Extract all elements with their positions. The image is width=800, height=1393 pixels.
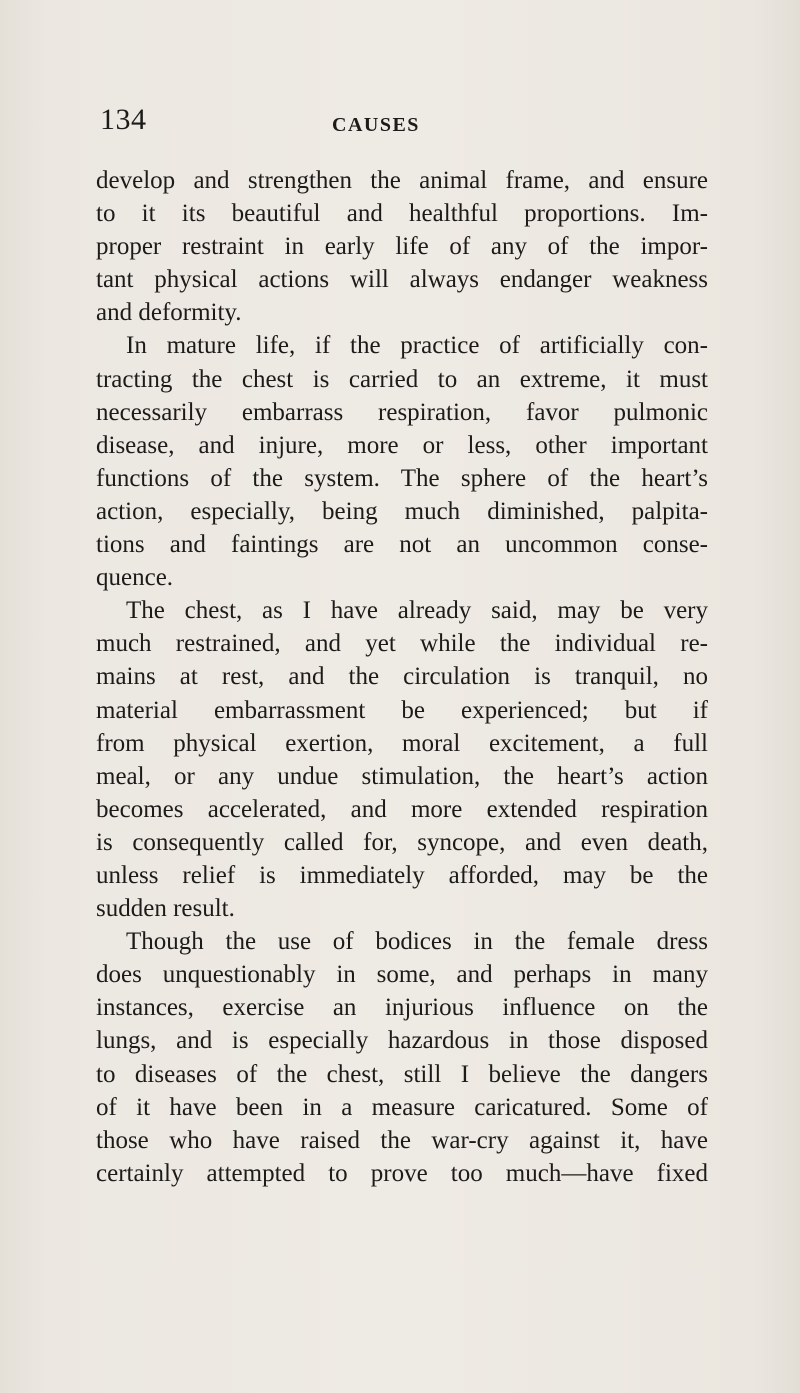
text-line: action, especially, being much diminished, palpita- xyxy=(96,497,708,525)
text-line: necessarily embarrass respiration, favor pulmonic xyxy=(96,398,708,426)
text-line: certainly attempted to prove too much—have fixed xyxy=(96,1159,708,1187)
text-line: from physical exertion, moral excitement, a full xyxy=(96,729,708,757)
text-line: instances, exercise an injurious influence on the xyxy=(96,994,708,1022)
text-line: quence. xyxy=(96,564,174,592)
text-line: In mature life, if the practice of artificially con- xyxy=(126,332,708,360)
text-line: functions of the system. The sphere of the heart’s xyxy=(96,464,708,492)
text-line: unless relief is immediately afforded, may be the xyxy=(96,861,708,889)
text-line: develop and strengthen the animal frame, and ensure xyxy=(96,167,708,194)
text-line: to it its beautiful and healthful proportions. Im- xyxy=(96,200,708,228)
text-line: becomes accelerated, and more extended respiration xyxy=(96,795,708,823)
text-line: meal, or any undue stimulation, the heart’s action xyxy=(96,762,708,790)
text-line: disease, and injure, more or less, other important xyxy=(96,431,708,459)
text-line: mains at rest, and the circulation is tranquil, no xyxy=(96,663,708,691)
text-line: and deformity. xyxy=(96,299,242,327)
text-line: is consequently called for, syncope, and even death, xyxy=(96,828,708,856)
text-line: material embarrassment be experienced; but if xyxy=(96,696,708,724)
text-line: of it have been in a measure caricatured. Some of xyxy=(96,1093,708,1121)
text-line: those who have raised the war-cry against it, have xyxy=(96,1126,708,1154)
running-title: CAUSES xyxy=(332,114,420,136)
text-line: much restrained, and yet while the individual re- xyxy=(96,630,708,658)
body-text xyxy=(96,164,708,1190)
text-line: to diseases of the chest, still I believe the dangers xyxy=(96,1060,708,1088)
text-line: tracting the chest is carried to an extreme, it must xyxy=(96,365,708,393)
text-line: The chest, as I have already said, may be very xyxy=(126,597,708,625)
text-line: does unquestionably in some, and perhaps in many xyxy=(96,961,708,989)
page-number: 134 xyxy=(100,103,147,136)
running-head xyxy=(100,100,720,146)
text-line: tant physical actions will always endanger weakness xyxy=(96,266,708,294)
text-line: Though the use of bodices in the female dress xyxy=(126,928,708,956)
text-line: sudden result. xyxy=(96,895,235,923)
text-line: lungs, and is especially hazardous in those disposed xyxy=(96,1027,708,1055)
text-line: proper restraint in early life of any of the impor- xyxy=(96,233,708,261)
text-line: tions and faintings are not an uncommon conse- xyxy=(96,531,708,559)
